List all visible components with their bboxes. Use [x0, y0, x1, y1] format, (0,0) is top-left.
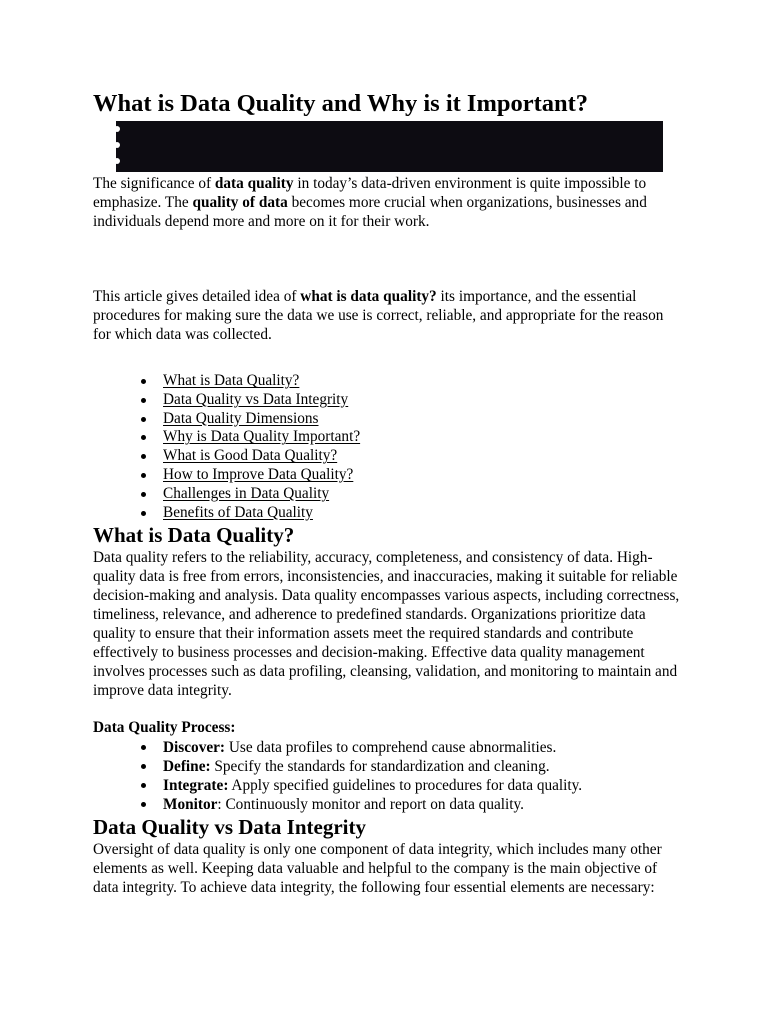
section1-body: Data quality refers to the reliability, accuracy, completeness, and consistency of data. High-quality data is free from errors, inconsistencies, and inaccuracies, making it suitable for reliable decision-making and analysis. Data quality encompasses various aspects, including correctness, timeliness, relevance, and adherence to predefined standards. Organizations prioritize data quality to ensure that their information assets meet the required standards and contribute effectively to business processes and decision-making. Effective data quality management involves processes such as data profiling, cleansing, validation, and monitoring to maintain and improve data integrity. — [93, 549, 680, 699]
intro-paragraph-2 — [93, 287, 683, 344]
process-item-integrate — [93, 776, 582, 795]
toc-link-challenges[interactable]: Challenges in Data Quality — [163, 484, 330, 502]
process-term: Monitor — [163, 796, 218, 813]
toc-link-benefits[interactable]: Benefits of Data Quality — [163, 503, 313, 521]
intro-bold-term: quality of data — [192, 194, 288, 211]
redacted-bullet — [116, 153, 663, 169]
redacted-bullet — [116, 137, 663, 153]
section-heading-what-is-data-quality: What is Data Quality? — [93, 523, 295, 547]
process-item-define — [93, 757, 582, 776]
table-of-contents — [93, 372, 360, 522]
process-item-discover — [93, 738, 582, 757]
toc-link-improve[interactable]: How to Improve Data Quality? — [163, 465, 354, 483]
process-title: Data Quality Process: — [93, 719, 236, 736]
process-text: Apply specified guidelines to procedures for data quality. — [228, 777, 583, 794]
intro-paragraph-1 — [93, 174, 683, 231]
toc-item — [93, 466, 360, 485]
intro-text: in today’s data-driven environment is quite impossible to emphasize. The — [93, 175, 647, 211]
process-text: Use data profiles to comprehend cause abnormalities. — [225, 739, 557, 756]
section2-body: Oversight of data quality is only one component of data integrity, which includes many other elements as well. Keeping data valuable and helpful to the company is the main objective of data integrity. To achieve data integrity, the following four essential elements are necessary: — [93, 841, 662, 896]
process-item-monitor — [93, 795, 582, 814]
process-term: Integrate: — [163, 777, 229, 794]
toc-link-quality-vs-integrity[interactable]: Data Quality vs Data Integrity — [163, 390, 349, 408]
process-text: : Continuously monitor and report on data quality. — [217, 796, 524, 813]
redacted-bullet-list — [116, 121, 663, 169]
toc-item — [93, 504, 360, 523]
toc-item — [93, 428, 360, 447]
toc-item — [93, 391, 360, 410]
toc-link-good-data-quality[interactable]: What is Good Data Quality? — [163, 447, 338, 465]
intro-text: The significance of — [93, 175, 215, 192]
redacted-block — [116, 121, 663, 172]
toc-link-why-important[interactable]: Why is Data Quality Important? — [163, 428, 361, 446]
page-title: What is Data Quality and Why is it Important? — [93, 90, 589, 117]
toc-item — [93, 410, 360, 429]
process-term: Discover: — [163, 739, 226, 756]
intro-text: becomes more crucial when organizations, businesses and individuals depend more and more on it for their work. — [93, 194, 647, 230]
toc-link-what-is-data-quality[interactable]: What is Data Quality? — [163, 372, 300, 389]
process-list — [93, 738, 582, 814]
process-term: Define: — [163, 758, 211, 775]
intro-bold-term: data quality — [214, 175, 294, 192]
intro-text: its importance, and the essential procedures for making sure the data we use is correct, reliable, and appropriate for the reason for which data was collected. — [93, 288, 664, 343]
intro-text: This article gives detailed idea of — [93, 288, 301, 305]
toc-item — [93, 372, 360, 391]
toc-item — [93, 485, 360, 504]
section-heading-quality-vs-integrity: Data Quality vs Data Integrity — [93, 815, 366, 839]
redacted-bullet — [116, 121, 663, 137]
toc-item — [93, 447, 360, 466]
process-text: Specify the standards for standardization and cleaning. — [210, 758, 550, 775]
toc-link-dimensions[interactable]: Data Quality Dimensions — [163, 409, 319, 427]
intro-bold-term: what is data quality? — [300, 288, 437, 305]
